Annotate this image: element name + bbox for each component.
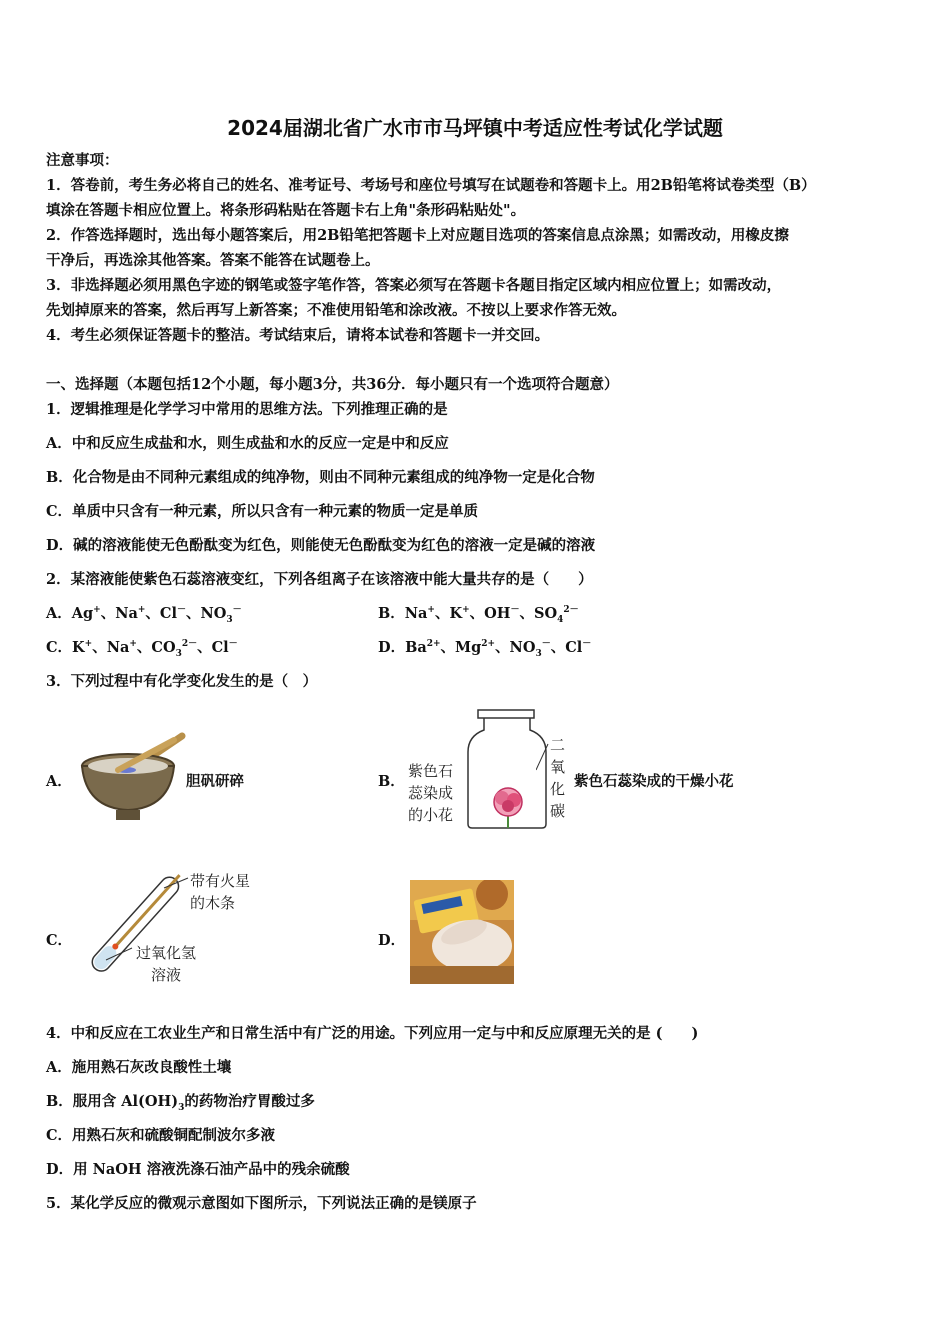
question-4-option-c: C．用熟石灰和硫酸铜配制波尔多液 (46, 1127, 276, 1144)
question-2-option-b: B．Na+、K+、OH－、$SO_4^{2-}$ (378, 605, 579, 625)
question-4-option-b: B．服用含 $Al(OH)_3$的药物治疗胃酸过多 (46, 1093, 315, 1113)
question-2-option-a: A．Ag+、Na+、Cl－、$NO_3^-$ (46, 605, 242, 625)
question-4-option-a: A．施用熟石灰改良酸性土壤 (46, 1059, 232, 1076)
notice-line: 1．答卷前，考生务必将自己的姓名、准考证号、考场号和座位号填写在试题卷和答题卡上。用2B铅笔将试卷类型（B） (46, 177, 816, 194)
notice-line: 4．考生必须保证答题卡的整洁。考试结束后，请将本试卷和答题卡一并交回。 (46, 327, 550, 344)
question-3-option-a-label: A． (46, 773, 72, 790)
question-4-stem: 4．中和反应在工农业生产和日常生活中有广泛的用途。下列应用一定与中和反应原理无关的是 ( ) (46, 1025, 699, 1042)
question-2-option-d: D．$Ba^{2+}$、$Mg^{2+}$、$NO_3^-$、Cl－ (378, 639, 592, 659)
question-1-option-a: A．中和反应生成盐和水，则生成盐和水的反应一定是中和反应 (46, 435, 449, 452)
question-3-option-b-label: B． (378, 773, 405, 790)
question-1-stem: 1．逻辑推理是化学学习中常用的思维方法。下列推理正确的是 (46, 401, 448, 418)
notice-line: 3．非选择题必须用黑色字迹的钢笔或签字笔作答，答案必须写在答题卡各题目指定区域内相应位置上；如需改动， (46, 277, 782, 294)
question-2-stem: 2．某溶液能使紫色石蕊溶液变红，下列各组离子在该溶液中能大量共存的是（ ） (46, 571, 593, 588)
question-3-stem: 3．下列过程中有化学变化发生的是（ ） (46, 673, 318, 690)
gas-label: 二 氧 化 碳 (550, 736, 566, 820)
notice-heading: 注意事项： (46, 152, 119, 169)
option-label: C． (46, 639, 73, 656)
splint-label: 带有火星 的木条 (190, 872, 251, 912)
notice-line: 先划掉原来的答案，然后再写上新答案；不准使用铅笔和涂改液。不按以上要求作答无效。 (46, 302, 626, 319)
gas-pointer-line (536, 742, 550, 772)
notice-line: 2．作答选择题时，选出每小题答案后，用2B铅笔把答题卡上对应题目选项的答案信息点涂黑；如需改动，用橡皮擦 (46, 227, 789, 244)
notice-line: 填涂在答题卡相应位置上。将条形码粘贴在答题卡右上角"条形码粘贴处"。 (46, 202, 526, 219)
mortar-pestle-image (78, 730, 186, 826)
question-3-option-c-label: C． (46, 932, 73, 949)
notice-line: 干净后，再选涂其他答案。答案不能答在试题卷上。 (46, 252, 380, 269)
question-1-option-b: B．化合物是由不同种元素组成的纯净物，则由不同种元素组成的纯净物一定是化合物 (46, 469, 595, 486)
option-label: B． (378, 605, 405, 622)
solution-label: 过氧化氢 溶液 (136, 944, 197, 984)
question-3-option-b-caption: 紫色石蕊染成的干燥小花 (574, 773, 734, 790)
question-5-stem: 5．某化学反应的微观示意图如下图所示，下列说法正确的是镁原子 (46, 1195, 477, 1212)
section-heading: 一、选择题（本题包括12个小题，每小题3分，共36分．每小题只有一个选项符合题意） (46, 376, 619, 393)
question-4-option-d: D．用 NaOH 溶液洗涤石油产品中的残余硫酸 (46, 1161, 350, 1178)
flower-label: 紫色石 蕊染成 的小花 (408, 762, 454, 824)
option-label: D． (378, 639, 406, 656)
option-label: A． (46, 605, 72, 622)
page-title: 2024届湖北省广水市市马坪镇中考适应性考试化学试题 (227, 116, 723, 140)
question-1-option-c: C．单质中只含有一种元素，所以只含有一种元素的物质一定是单质 (46, 503, 479, 520)
question-2-option-c: C．K+、Na+、$CO_3^{2-}$、Cl－ (46, 639, 238, 659)
question-1-option-d: D．碱的溶液能使无色酚酞变为红色，则能使无色酚酞变为红色的溶液一定是碱的溶液 (46, 537, 596, 554)
question-3-option-d-label: D． (378, 932, 406, 949)
hand-photo-image (410, 880, 514, 984)
question-3-option-a-caption: 胆矾研碎 (186, 773, 244, 790)
